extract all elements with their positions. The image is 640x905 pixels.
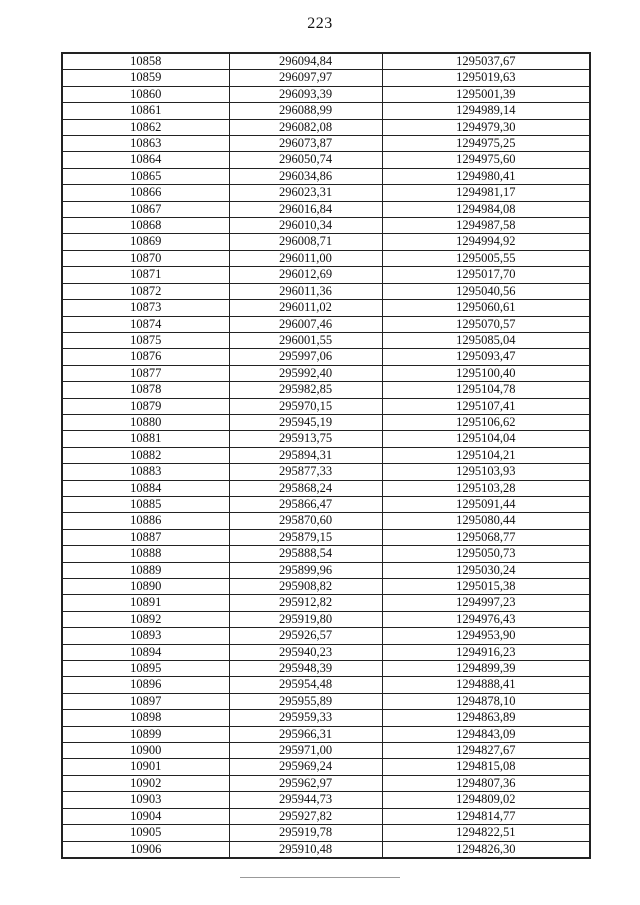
table-row (62, 841, 590, 858)
y-coordinate-cell: 1295093,47 (382, 349, 590, 365)
y-coordinate-cell: 1295104,21 (382, 447, 590, 463)
point-number-cell: 10885 (62, 496, 229, 512)
point-number-cell: 10867 (62, 201, 229, 217)
point-number-cell: 10906 (62, 841, 229, 858)
x-coordinate-cell: 296094,84 (229, 53, 382, 70)
table-row (62, 480, 590, 496)
x-coordinate-cell: 295919,80 (229, 611, 382, 627)
point-number-cell: 10903 (62, 792, 229, 808)
table-row (62, 431, 590, 447)
table-row (62, 398, 590, 414)
y-coordinate-cell: 1295037,67 (382, 53, 590, 70)
table-row (62, 628, 590, 644)
x-coordinate-cell: 295992,40 (229, 365, 382, 381)
y-coordinate-cell: 1295104,78 (382, 382, 590, 398)
point-number-cell: 10896 (62, 677, 229, 693)
y-coordinate-cell: 1294975,25 (382, 136, 590, 152)
table-row (62, 283, 590, 299)
point-number-cell: 10898 (62, 710, 229, 726)
table-row (62, 86, 590, 102)
x-coordinate-cell: 295879,15 (229, 529, 382, 545)
y-coordinate-cell: 1294899,39 (382, 661, 590, 677)
table-row (62, 365, 590, 381)
table-row (62, 136, 590, 152)
y-coordinate-cell: 1294984,08 (382, 201, 590, 217)
x-coordinate-cell: 296097,97 (229, 70, 382, 86)
x-coordinate-cell: 295962,97 (229, 775, 382, 791)
point-number-cell: 10887 (62, 529, 229, 545)
table-row (62, 168, 590, 184)
point-number-cell: 10895 (62, 661, 229, 677)
x-coordinate-cell: 295945,19 (229, 414, 382, 430)
y-coordinate-cell: 1295015,38 (382, 579, 590, 595)
point-number-cell: 10863 (62, 136, 229, 152)
point-number-cell: 10893 (62, 628, 229, 644)
x-coordinate-cell: 296050,74 (229, 152, 382, 168)
table-row (62, 119, 590, 135)
y-coordinate-cell: 1294975,60 (382, 152, 590, 168)
point-number-cell: 10905 (62, 825, 229, 841)
point-number-cell: 10889 (62, 562, 229, 578)
x-coordinate-cell: 295870,60 (229, 513, 382, 529)
point-number-cell: 10870 (62, 250, 229, 266)
point-number-cell: 10869 (62, 234, 229, 250)
point-number-cell: 10886 (62, 513, 229, 529)
y-coordinate-cell: 1294976,43 (382, 611, 590, 627)
point-number-cell: 10875 (62, 332, 229, 348)
x-coordinate-cell: 295910,48 (229, 841, 382, 858)
x-coordinate-cell: 295894,31 (229, 447, 382, 463)
y-coordinate-cell: 1294822,51 (382, 825, 590, 841)
table-row (62, 496, 590, 512)
point-number-cell: 10890 (62, 579, 229, 595)
x-coordinate-cell: 295899,96 (229, 562, 382, 578)
y-coordinate-cell: 1294997,23 (382, 595, 590, 611)
x-coordinate-cell: 295868,24 (229, 480, 382, 496)
table-row (62, 579, 590, 595)
y-coordinate-cell: 1295068,77 (382, 529, 590, 545)
table-row (62, 693, 590, 709)
point-number-cell: 10879 (62, 398, 229, 414)
point-number-cell: 10882 (62, 447, 229, 463)
page-number: 223 (307, 15, 333, 32)
point-number-cell: 10864 (62, 152, 229, 168)
point-number-cell: 10873 (62, 300, 229, 316)
point-number-cell: 10868 (62, 218, 229, 234)
x-coordinate-cell: 296093,39 (229, 86, 382, 102)
x-coordinate-cell: 296012,69 (229, 267, 382, 283)
point-number-cell: 10901 (62, 759, 229, 775)
point-number-cell: 10880 (62, 414, 229, 430)
x-coordinate-cell: 295866,47 (229, 496, 382, 512)
x-coordinate-cell: 296011,36 (229, 283, 382, 299)
table-row (62, 726, 590, 742)
table-row (62, 218, 590, 234)
table-row (62, 103, 590, 119)
y-coordinate-cell: 1295060,61 (382, 300, 590, 316)
y-coordinate-cell: 1294916,23 (382, 644, 590, 660)
point-number-cell: 10897 (62, 693, 229, 709)
y-coordinate-cell: 1294989,14 (382, 103, 590, 119)
y-coordinate-cell: 1294815,08 (382, 759, 590, 775)
table-row (62, 201, 590, 217)
point-number-cell: 10874 (62, 316, 229, 332)
point-number-cell: 10876 (62, 349, 229, 365)
table-row (62, 464, 590, 480)
y-coordinate-cell: 1295103,28 (382, 480, 590, 496)
y-coordinate-cell: 1295103,93 (382, 464, 590, 480)
table-row (62, 152, 590, 168)
point-number-cell: 10904 (62, 808, 229, 824)
y-coordinate-cell: 1295070,57 (382, 316, 590, 332)
y-coordinate-cell: 1295005,55 (382, 250, 590, 266)
y-coordinate-cell: 1294878,10 (382, 693, 590, 709)
y-coordinate-cell: 1295106,62 (382, 414, 590, 430)
table-row (62, 267, 590, 283)
x-coordinate-cell: 295888,54 (229, 546, 382, 562)
x-coordinate-cell: 296016,84 (229, 201, 382, 217)
x-coordinate-cell: 296011,02 (229, 300, 382, 316)
point-number-cell: 10891 (62, 595, 229, 611)
point-number-cell: 10872 (62, 283, 229, 299)
table-row (62, 332, 590, 348)
y-coordinate-cell: 1294814,77 (382, 808, 590, 824)
x-coordinate-cell: 295913,75 (229, 431, 382, 447)
x-coordinate-cell: 296073,87 (229, 136, 382, 152)
x-coordinate-cell: 295969,24 (229, 759, 382, 775)
y-coordinate-cell: 1295080,44 (382, 513, 590, 529)
y-coordinate-cell: 1294827,67 (382, 743, 590, 759)
y-coordinate-cell: 1295001,39 (382, 86, 590, 102)
table-row (62, 513, 590, 529)
point-number-cell: 10902 (62, 775, 229, 791)
y-coordinate-cell: 1295040,56 (382, 283, 590, 299)
table-row (62, 611, 590, 627)
x-coordinate-cell: 296008,71 (229, 234, 382, 250)
table-row (62, 447, 590, 463)
x-coordinate-cell: 296082,08 (229, 119, 382, 135)
table-row (62, 825, 590, 841)
x-coordinate-cell: 295919,78 (229, 825, 382, 841)
x-coordinate-cell: 296011,00 (229, 250, 382, 266)
y-coordinate-cell: 1294980,41 (382, 168, 590, 184)
y-coordinate-cell: 1295017,70 (382, 267, 590, 283)
table-row (62, 53, 590, 70)
y-coordinate-cell: 1295104,04 (382, 431, 590, 447)
point-number-cell: 10894 (62, 644, 229, 660)
table-row (62, 414, 590, 430)
point-number-cell: 10899 (62, 726, 229, 742)
x-coordinate-cell: 295966,31 (229, 726, 382, 742)
table-row (62, 644, 590, 660)
point-number-cell: 10866 (62, 185, 229, 201)
table-row (62, 595, 590, 611)
table-row (62, 661, 590, 677)
y-coordinate-cell: 1294981,17 (382, 185, 590, 201)
y-coordinate-cell: 1294807,36 (382, 775, 590, 791)
x-coordinate-cell: 296088,99 (229, 103, 382, 119)
point-number-cell: 10888 (62, 546, 229, 562)
y-coordinate-cell: 1295107,41 (382, 398, 590, 414)
point-number-cell: 10865 (62, 168, 229, 184)
bottom-rule (240, 877, 400, 878)
x-coordinate-cell: 295926,57 (229, 628, 382, 644)
point-number-cell: 10860 (62, 86, 229, 102)
x-coordinate-cell: 295908,82 (229, 579, 382, 595)
point-number-cell: 10862 (62, 119, 229, 135)
x-coordinate-cell: 296007,46 (229, 316, 382, 332)
x-coordinate-cell: 295971,00 (229, 743, 382, 759)
table-row (62, 759, 590, 775)
y-coordinate-cell: 1295085,04 (382, 332, 590, 348)
table-row (62, 677, 590, 693)
x-coordinate-cell: 295955,89 (229, 693, 382, 709)
point-number-cell: 10878 (62, 382, 229, 398)
point-number-cell: 10884 (62, 480, 229, 496)
x-coordinate-cell: 295948,39 (229, 661, 382, 677)
point-number-cell: 10900 (62, 743, 229, 759)
x-coordinate-cell: 296034,86 (229, 168, 382, 184)
y-coordinate-cell: 1294994,92 (382, 234, 590, 250)
table-row (62, 349, 590, 365)
point-number-cell: 10877 (62, 365, 229, 381)
x-coordinate-cell: 295912,82 (229, 595, 382, 611)
table-row (62, 316, 590, 332)
point-number-cell: 10861 (62, 103, 229, 119)
y-coordinate-cell: 1294826,30 (382, 841, 590, 858)
y-coordinate-cell: 1295030,24 (382, 562, 590, 578)
y-coordinate-cell: 1294843,09 (382, 726, 590, 742)
table-row (62, 185, 590, 201)
y-coordinate-cell: 1294809,02 (382, 792, 590, 808)
y-coordinate-cell: 1295091,44 (382, 496, 590, 512)
x-coordinate-cell: 295959,33 (229, 710, 382, 726)
y-coordinate-cell: 1294953,90 (382, 628, 590, 644)
table-row (62, 808, 590, 824)
table-row (62, 775, 590, 791)
table-row (62, 250, 590, 266)
x-coordinate-cell: 296001,55 (229, 332, 382, 348)
table-row (62, 743, 590, 759)
x-coordinate-cell: 296010,34 (229, 218, 382, 234)
x-coordinate-cell: 295877,33 (229, 464, 382, 480)
x-coordinate-cell: 295940,23 (229, 644, 382, 660)
coordinates-table (61, 52, 591, 859)
y-coordinate-cell: 1294987,58 (382, 218, 590, 234)
table-row (62, 382, 590, 398)
table-row (62, 234, 590, 250)
table-row (62, 546, 590, 562)
x-coordinate-cell: 296023,31 (229, 185, 382, 201)
x-coordinate-cell: 295927,82 (229, 808, 382, 824)
table-row (62, 792, 590, 808)
table-row (62, 529, 590, 545)
point-number-cell: 10883 (62, 464, 229, 480)
x-coordinate-cell: 295954,48 (229, 677, 382, 693)
table-row (62, 710, 590, 726)
point-number-cell: 10892 (62, 611, 229, 627)
x-coordinate-cell: 295944,73 (229, 792, 382, 808)
x-coordinate-cell: 295982,85 (229, 382, 382, 398)
table-row (62, 300, 590, 316)
y-coordinate-cell: 1295100,40 (382, 365, 590, 381)
x-coordinate-cell: 295970,15 (229, 398, 382, 414)
y-coordinate-cell: 1294863,89 (382, 710, 590, 726)
x-coordinate-cell: 295997,06 (229, 349, 382, 365)
coordinates-table-body (62, 53, 590, 858)
y-coordinate-cell: 1294979,30 (382, 119, 590, 135)
point-number-cell: 10858 (62, 53, 229, 70)
y-coordinate-cell: 1295019,63 (382, 70, 590, 86)
point-number-cell: 10881 (62, 431, 229, 447)
point-number-cell: 10871 (62, 267, 229, 283)
y-coordinate-cell: 1295050,73 (382, 546, 590, 562)
table-row (62, 70, 590, 86)
table-row (62, 562, 590, 578)
y-coordinate-cell: 1294888,41 (382, 677, 590, 693)
point-number-cell: 10859 (62, 70, 229, 86)
